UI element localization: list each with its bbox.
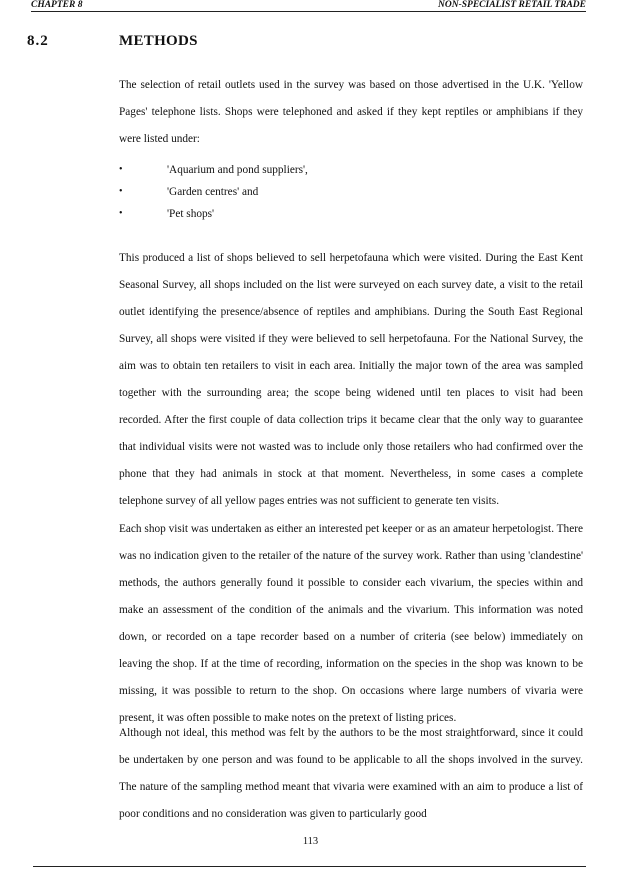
bullet-icon: •: [119, 208, 123, 219]
listing-categories-list: [119, 159, 583, 225]
list-item: [119, 203, 583, 225]
section-title: METHODS: [119, 33, 198, 49]
running-header: [31, 0, 586, 12]
bullet-icon: •: [119, 186, 123, 197]
paragraph-shop-visits: [119, 516, 583, 732]
paragraph-method-limitations: [119, 720, 583, 828]
page-number: 113: [302, 836, 319, 847]
chapter-label: CHAPTER 8: [31, 0, 83, 10]
list-item: [119, 181, 583, 203]
bullet-icon: •: [119, 164, 123, 175]
paragraph-text: This produced a list of shops believed to sell herpetofauna which were visited. During the East Kent Seasonal Survey, all shops included on the list were surveyed on each survey date, a visit to the retail outlet identifying the presence/absence of reptiles and amphibians. During the South East Regional Survey, all shops were visited if they were believed to sell herpetofauna. For the National Survey, the aim was to obtain ten retailers to visit in each area. Initially the major town of the area was sampled together with the surrounding area; the scope being widened until ten places to visit had been recorded. After the first couple of data collection trips it became clear that the only way to guarantee that individual visits were not wasted was to include only those retailers who had confirmed over the phone that they had animals in stock at that moment. Nevertheless, in some cases a complete telephone survey of all yellow pages entries was not sufficient to generate ten visits.: [119, 252, 583, 507]
section-number: 8.2: [27, 33, 49, 49]
footer-divider: [33, 866, 586, 867]
paragraph-text: The selection of retail outlets used in the survey was based on those advertised in the U.K. 'Yellow Pages' telephone lists. Shops were telephoned and asked if they kept reptiles or amphibians if they were listed under:: [119, 79, 583, 145]
running-title: NON-SPECIALIST RETAIL TRADE: [438, 0, 586, 10]
list-item-text: 'Garden centres' and: [167, 186, 259, 198]
paragraph-survey-scope: [119, 245, 583, 515]
list-item: [119, 159, 583, 181]
paragraph-text: Each shop visit was undertaken as either an interested pet keeper or as an amateur herpetologist. There was no indication given to the retailer of the nature of the survey work. Rather than using 'clandestine' methods, the authors generally found it possible to consider each vivarium, the species within and make an assessment of the condition of the animals and the vivarium. This information was noted down, or recorded on a tape recorder based on a number of criteria (see below) immediately on leaving the shop. If at the time of recording, information on the species in the shop was known to be missing, it was possible to return to the shop. On occasions where large numbers of vivaria were present, it was often possible to make notes on the pretext of listing prices.: [119, 523, 583, 724]
paragraph-text: Although not ideal, this method was felt by the authors to be the most straightforward, since it could be undertaken by one person and was found to be applicable to all the shops involved in the survey. The nature of the sampling method meant that vivaria were examined with an aim to produce a list of poor conditions and no consideration was given to particularly good: [119, 727, 583, 820]
list-item-text: 'Pet shops': [167, 208, 215, 220]
paragraph-selection: [119, 72, 583, 153]
list-item-text: 'Aquarium and pond suppliers',: [167, 164, 308, 176]
